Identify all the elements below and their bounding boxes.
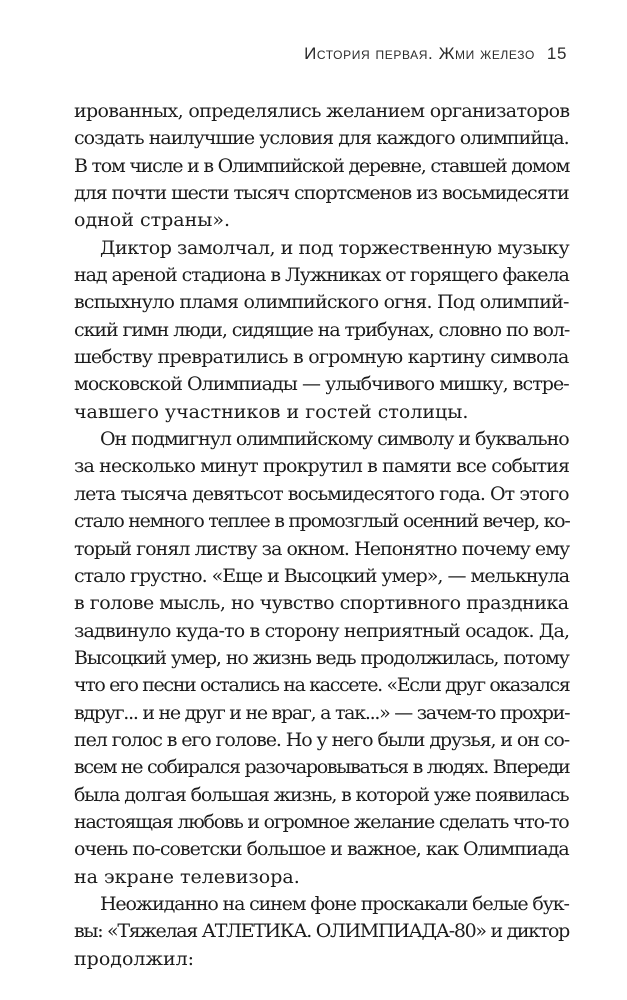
text-line: создать наилучшие условия для каждого олимпийца. <box>74 127 569 150</box>
text-line: за несколько минут прокрутил в памяти все события <box>74 455 570 478</box>
text-line: чавшего участников и гостей столицы. <box>74 400 469 423</box>
text-line: В том числе и в Олимпийской деревне, ставшей домом <box>74 154 570 177</box>
text-line: ский гимн люди, сидящие на трибунах, словно по вол- <box>74 318 570 341</box>
text-line: ированных, определялись желанием организаторов <box>74 100 570 122</box>
page-number: 15 <box>546 44 567 63</box>
text-line: лета тысяча девятьсот восьмидесятого года. От этого <box>74 482 569 505</box>
body-text <box>74 98 569 973</box>
text-line: для почти шести тысяч спортсменов из восьмидесяти <box>74 182 569 205</box>
text-line: Высоцкий умер, но жизнь ведь продолжилась, потому <box>74 646 569 669</box>
text-line: Он подмигнул олимпийскому символу и буквально <box>100 428 569 451</box>
text-line: одной страны». <box>74 209 231 232</box>
text-line: настоящая любовь и огромное желание сделать что-то <box>74 810 569 833</box>
text-line: стало немного теплее в промозглый осенний вечер, ко- <box>74 510 570 533</box>
text-line: московской Олимпиады — улыбчивого мишку, встре- <box>74 373 569 396</box>
text-line: всем не собирался разочаровываться в людях. Впереди <box>74 756 570 779</box>
text-line: вдруг... и не друг и не враг, а так...» — зачем-то прохри- <box>74 701 570 724</box>
text-line: продолжил: <box>74 947 195 970</box>
paragraph <box>74 426 569 891</box>
paragraph <box>74 98 569 235</box>
text-line: что его песни остались на кассете. «Если друг оказался <box>74 674 570 697</box>
text-line: пел голос в его голове. Но у него были друзья, и он со- <box>74 728 570 751</box>
text-line: над ареной стадиона в Лужниках от горящего факела <box>74 264 569 287</box>
text-line: Неожиданно на синем фоне проскакали белые бук- <box>100 892 569 915</box>
text-line: вы: «Тяжелая АТЛЕТИКА. ОЛИМПИАДА-80» и диктор <box>74 920 570 943</box>
text-line: Диктор замолчал, и под торжественную музыку <box>100 236 570 259</box>
text-line: стало грустно. «Еще и Высоцкий умер», — мелькнула <box>74 564 570 587</box>
text-line: на экране телевизора. <box>74 865 300 888</box>
text-line: торый гонял листву за окном. Непонятно почему ему <box>74 537 570 560</box>
text-line: очень по-советски большое и важное, как Олимпиада <box>74 838 569 861</box>
text-line: задвинуло куда-то в сторону неприятный осадок. Да, <box>74 619 570 642</box>
text-line: вспыхнуло пламя олимпийского огня. Под олимпий- <box>74 291 569 314</box>
running-head <box>304 44 567 64</box>
text-line: в голове мысль, но чувство спортивного праздника <box>74 592 569 615</box>
paragraph <box>74 891 569 973</box>
running-head-title: История первая. Жми железо <box>304 44 535 63</box>
text-line: шебству превратились в огромную картину символа <box>74 346 569 369</box>
paragraph <box>74 235 569 426</box>
text-line: была долгая большая жизнь, в которой уже появилась <box>74 783 569 806</box>
